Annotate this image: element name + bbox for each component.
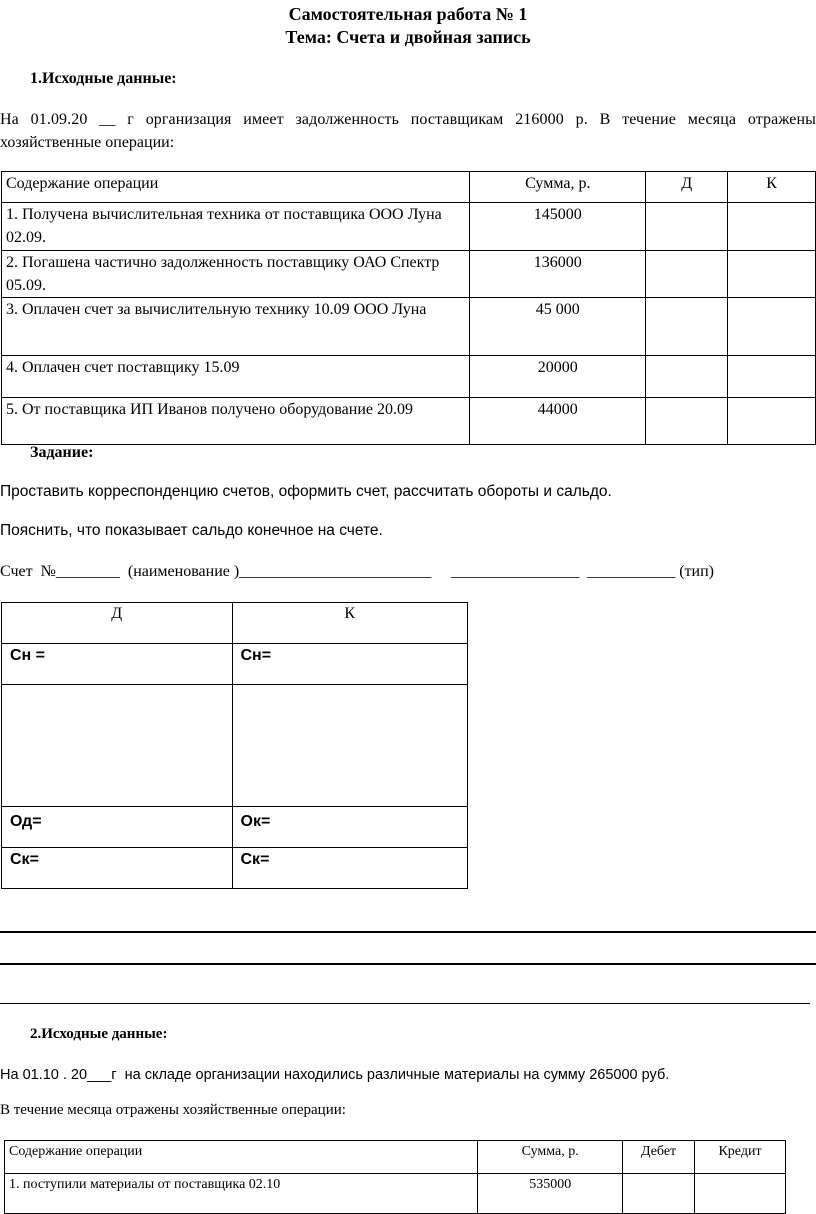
- table-header-row: [5, 1141, 786, 1174]
- operation-amount: 45 000: [470, 298, 646, 356]
- page-title: Самостоятельная работа № 1: [288, 4, 528, 24]
- operation-amount: 20000: [470, 356, 646, 398]
- debit-cell: [646, 203, 728, 251]
- table-header-cell: Дебет: [623, 1141, 695, 1174]
- table-header-cell: Содержание операции: [5, 1141, 478, 1174]
- debit-entries-cell: [2, 685, 233, 807]
- debit-cell: [646, 298, 728, 356]
- table-header-row: [2, 172, 816, 203]
- account-line: Счет №________ (наименование )________________________ ________________ ___________ (тип): [0, 563, 714, 580]
- opening-balance-debit: Сн =: [2, 644, 233, 685]
- operations-table-2: [4, 1140, 786, 1214]
- separator-line: [0, 1003, 810, 1004]
- section2-intro-line1: На 01.10 . 20___г на складе организации находились различные материалы на сумму 265000 руб.: [0, 1067, 670, 1083]
- closing-balance-credit: Ск=: [232, 848, 468, 889]
- credit-cell: [728, 298, 816, 356]
- debit-cell: [623, 1174, 695, 1214]
- credit-cell: [728, 398, 816, 445]
- debit-cell: [646, 251, 728, 298]
- credit-cell: [728, 251, 816, 298]
- table-header-cell: Сумма, р.: [470, 172, 646, 203]
- task-line1: Проставить корреспонденцию счетов, оформить счет, рассчитать обороты и сальдо.: [0, 483, 612, 500]
- table-row: [2, 356, 816, 398]
- debit-turnover: Од=: [2, 807, 233, 848]
- operation-text: 1. поступили материалы от поставщика 02.10: [5, 1174, 478, 1214]
- operation-text: 2. Погашена частично задолженность поставщику ОАО Спектр 05.09.: [2, 251, 470, 298]
- operation-amount: 145000: [470, 203, 646, 251]
- section1-intro-line1: На 01.09.20 __ г организация имеет задолженность поставщикам 216000 р. В течение месяца отражены: [0, 111, 816, 128]
- operation-amount: 44000: [470, 398, 646, 445]
- table-header-cell: Сумма, р.: [478, 1141, 623, 1174]
- opening-balance-credit: Сн=: [232, 644, 468, 685]
- table-row: [2, 203, 816, 251]
- table-row: [5, 1174, 786, 1214]
- credit-cell: [695, 1174, 786, 1214]
- table-row: [2, 298, 816, 356]
- table-header-cell: Д: [646, 172, 728, 203]
- task-line2: Пояснить, что показывает сальдо конечное на счете.: [0, 522, 383, 539]
- t-account-credit-header: К: [232, 603, 468, 644]
- t-account-debit-header: Д: [2, 603, 233, 644]
- section1-heading: 1.Исходные данные:: [30, 70, 177, 87]
- operation-text: 5. От поставщика ИП Иванов получено оборудование 20.09: [2, 398, 470, 445]
- credit-entries-cell: [232, 685, 468, 807]
- operation-text: 1. Получена вычислительная техника от поставщика ООО Луна 02.09.: [2, 203, 470, 251]
- table-header-cell: Содержание операции: [2, 172, 470, 203]
- t-account-table: [1, 602, 468, 889]
- section2-intro-line2: В течение месяца отражены хозяйственные операции:: [0, 1102, 346, 1118]
- operation-amount: 136000: [470, 251, 646, 298]
- table-header-cell: Кредит: [695, 1141, 786, 1174]
- section2-heading: 2.Исходные данные:: [30, 1026, 168, 1042]
- debit-cell: [646, 398, 728, 445]
- operations-table-1: [1, 171, 816, 445]
- operation-amount: 535000: [478, 1174, 623, 1214]
- operation-text: 3. Оплачен счет за вычислительную технику 10.09 ООО Луна: [2, 298, 470, 356]
- section1-intro-line2: хозяйственные операции:: [0, 134, 175, 151]
- credit-cell: [728, 356, 816, 398]
- separator-line: [0, 963, 816, 965]
- operation-text: 4. Оплачен счет поставщику 15.09: [2, 356, 470, 398]
- credit-cell: [728, 203, 816, 251]
- table-header-cell: К: [728, 172, 816, 203]
- closing-balance-debit: Ск=: [2, 848, 233, 889]
- debit-cell: [646, 356, 728, 398]
- separator-line: [0, 931, 816, 933]
- credit-turnover: Ок=: [232, 807, 468, 848]
- page-subtitle: Тема: Счета и двойная запись: [285, 27, 531, 47]
- table-row: [2, 251, 816, 298]
- task-heading: Задание:: [30, 444, 94, 461]
- table-row: [2, 398, 816, 445]
